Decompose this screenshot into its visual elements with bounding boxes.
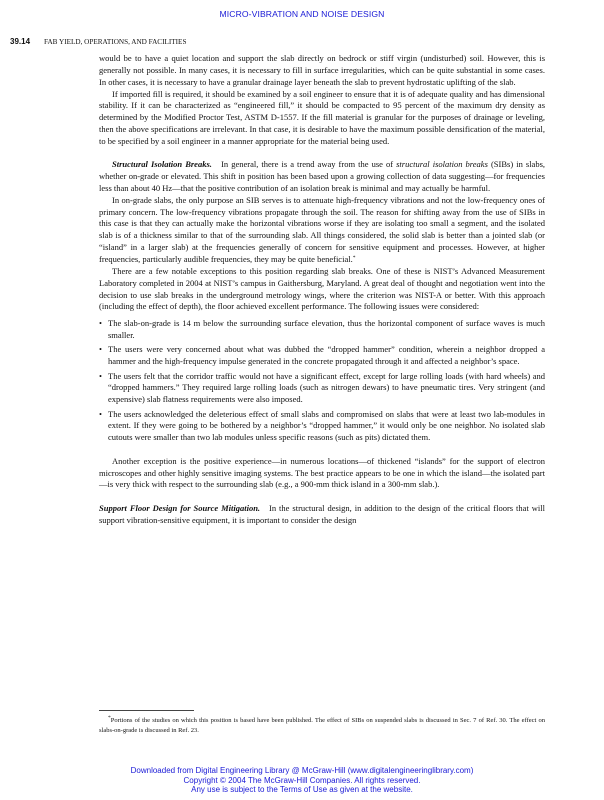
paragraph-bedrock: would be to have a quiet location and support the slab directly on bedrock or stiff virgin (undisturbed) soil. However, this is generally not possible. In many cases, it is necessary to fill in surface irregularities, which can be quite substantial in some cases. In other cases, it is necessary to have a granular drainage layer beneath the slab to prevent hydrostatic uplifting of the slab.	[99, 53, 545, 87]
sib-lead-text: In general, there is a trend away from the use of	[221, 159, 397, 170]
running-head	[10, 37, 186, 46]
body-text	[99, 53, 545, 526]
footnote-divider	[99, 710, 194, 711]
footnote-reference[interactable]: *	[352, 255, 356, 261]
footnote-marker: *	[108, 715, 111, 721]
download-source-link[interactable]: Downloaded from Digital Engineering Library @ McGraw-Hill (www.digitalengineeringlibrary.com)	[130, 766, 474, 775]
paragraph-support-floor-design	[99, 503, 545, 527]
page-number: 39.14	[10, 37, 31, 46]
section-heading-sib: Structural Isolation Breaks.	[112, 159, 212, 170]
issues-list	[99, 318, 545, 444]
support-floor-text: In the structural design, in addition to the design of the critical floors that will support vibration-sensitive equipment, it is important to consider the design	[99, 502, 546, 525]
list-item: • The users felt that the corridor traffic would not have a significant effect, except for large rolling loads (with hard wheels) and “dropped hammers.” They required large rolling loads (such as nitrogen dewars) to have pneumatic tires. Very stringent (and expensive) slab flatness requirements were also imposed.	[99, 371, 545, 407]
list-item: • The users acknowledged the deleterious effect of small slabs and compromised on slabs that were at least two lab-modules in extent. If they were going to be bothered by a neighbor’s “dropped hammer,” it would only be one neighbor. No isolated slab cutouts were smaller than two lab modules unless specific reasons (such as pits) dictated them.	[99, 409, 545, 445]
section-banner: MICRO-VIBRATION AND NOISE DESIGN	[219, 9, 385, 19]
paragraph-imported-fill: If imported fill is required, it should be examined by a soil engineer to ensure that it is of adequate quality and has dimensional stability. If it can be characterized as “engineered fill,” it should be compacted to 95 percent of the maximum dry density as determined by the Modified Proctor Test, ASTM D-1557. If the fill material is granular for the purposes of drainage or leveling, then the above specifications are irrelevant. In that case, it is desirable to have the maximum possible densification of the material, to be specified by a soil engineer in a manner appropriate for the material being used.	[99, 88, 545, 146]
section-heading-support-floor: Support Floor Design for Source Mitigation.	[99, 502, 261, 513]
chapter-title: FAB YIELD, OPERATIONS, AND FACILITIES	[44, 38, 187, 46]
copyright-line: Copyright © 2004 The McGraw-Hill Companies. All rights reserved.	[183, 775, 421, 785]
list-item: • The users were very concerned about what was dubbed the “dropped hammer” condition, wherein a neighbor dropped a hammer and the high-frequency impulse generated in the concrete propagated through it and affected a neighbor’s space.	[99, 344, 545, 368]
paragraph-structural-isolation-breaks	[99, 159, 545, 195]
paragraph-thickened-islands: Another exception is the positive experience—in numerous locations—of thickened “islands” for the support of electron microscopes and other highly sensitive imaging systems. The best practice appears to be one in which the island—the isolated part—is very thick with respect to the surrounding slab (e.g., a 900-mm thick island in a 300-mm slab.).	[99, 455, 545, 490]
terms-of-use-link[interactable]: Any use is subject to the Terms of Use as given at the website.	[191, 785, 413, 795]
sib-term: structural isolation breaks	[396, 159, 488, 170]
paragraph-exceptions: There are a few notable exceptions to this position regarding slab breaks. One of these is NIST’s Advanced Measurement Laboratory completed in 2004 at NIST’s campus in Gaithersburg, Maryland. A great deal of thought and negotiation went into the decision to use slab breaks in the underground metrology wings, where the criterion was NIST-A or better. With this approach (including the effect of depth), the floor achieved excellent performance. The following issues were considered:	[99, 265, 545, 312]
paragraph-on-grade-slabs	[99, 195, 545, 266]
download-notice	[0, 766, 604, 795]
footnote-text: Portions of the studies on which this position is based have been published. The effect of SIBs on suspended slabs is discussed in Sec. 7 of Ref. 30. The effect on slabs-on-grade is discussed in Ref. 23.	[99, 717, 545, 734]
sib-rest-text: (SIBs) in slabs, whether on-grade or elevated. This shift in position has been based upon a growing collection of data suggesting—for frequencies less than about 40 Hz—that the positive contribution of an isolation break is minimal and may actually be harmful.	[99, 159, 546, 193]
on-grade-text: In on-grade slabs, the only purpose an SIB serves is to attenuate high-frequency vibrations and not the low-frequency ones of primary concern. The low-frequency vibrations propagate through the soil. The reason for shifting away from the use of SIBs in this case is that they can actually make the horizontal vibrations worse if they are isolating too small a segment, and the isolated slab is of a thickness similar to that of the surrounding slab. All things considered, the solid slab is better than a jointed slab (or “island” in a larger slab) at the frequencies generally of concern for sensitive equipment and processes. However, at higher frequencies, particularly audible frequencies, they may be quite beneficial.	[99, 194, 545, 264]
list-item: • The slab-on-grade is 14 m below the surrounding surface elevation, thus the horizontal component of surface waves is much smaller.	[99, 318, 545, 342]
footnote	[99, 716, 545, 735]
